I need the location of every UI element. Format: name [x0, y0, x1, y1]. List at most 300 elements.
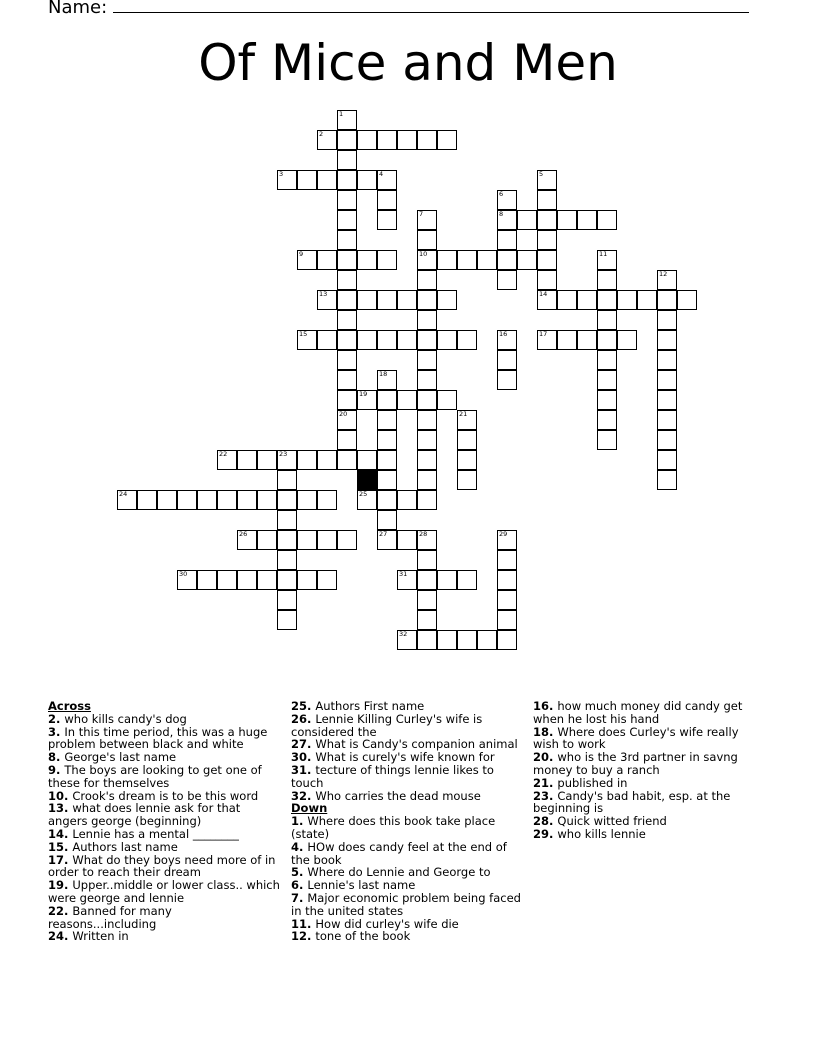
crossword-cell[interactable] [357, 330, 377, 350]
clue-number-label: 18 [379, 370, 388, 378]
crossword-cell[interactable] [617, 330, 637, 350]
crossword-cell[interactable] [457, 630, 477, 650]
crossword-cell[interactable] [657, 270, 677, 290]
crossword-cell[interactable] [377, 530, 397, 550]
crossword-cell[interactable] [417, 490, 437, 510]
crossword-cell[interactable] [277, 550, 297, 570]
crossword-cell[interactable] [417, 590, 437, 610]
crossword-cell[interactable] [157, 490, 177, 510]
crossword-cell[interactable] [297, 490, 317, 510]
crossword-cell[interactable] [417, 130, 437, 150]
crossword-cell[interactable] [437, 390, 457, 410]
clue-number: 25. [291, 699, 316, 713]
clue-number: 6. [291, 878, 308, 893]
clue-number-label: 1 [339, 110, 344, 118]
crossword-cell[interactable] [317, 530, 337, 550]
clue-item [291, 713, 523, 739]
crossword-cell[interactable] [657, 350, 677, 370]
clue-text: The boys are looking to get one of these for themselves [48, 762, 262, 790]
crossword-cell[interactable] [377, 290, 397, 310]
crossword-cell[interactable] [417, 370, 437, 390]
crossword-cell[interactable] [257, 570, 277, 590]
clue-number: 22. [48, 903, 73, 918]
crossword-cell[interactable] [237, 490, 257, 510]
clue-number-label: 23 [279, 450, 288, 458]
crossword-cell[interactable] [297, 330, 317, 350]
clue-text: Lennie's last name [307, 878, 416, 893]
crossword-cell[interactable] [597, 370, 617, 390]
clue-number: 18. [533, 724, 558, 739]
clue-item [291, 892, 523, 918]
crossword-cell[interactable] [337, 410, 357, 430]
crossword-cell[interactable] [557, 290, 577, 310]
crossword-cell[interactable] [537, 290, 557, 310]
clue-number-label: 27 [379, 530, 388, 538]
crossword-cell[interactable] [197, 570, 217, 590]
clue-number-label: 25 [359, 490, 368, 498]
crossword-cell[interactable] [417, 310, 437, 330]
crossword-cell[interactable] [217, 450, 237, 470]
crossword-cell[interactable] [477, 250, 497, 270]
crossword-cell[interactable] [297, 250, 317, 270]
crossword-cell[interactable] [617, 290, 637, 310]
crossword-cell[interactable] [337, 530, 357, 550]
crossword-cell[interactable] [397, 390, 417, 410]
crossword-cell[interactable] [437, 290, 457, 310]
crossword-cell[interactable] [457, 570, 477, 590]
crossword-cell[interactable] [457, 330, 477, 350]
crossword-cell[interactable] [357, 170, 377, 190]
clue-text: Where does this book take place (state) [291, 814, 496, 841]
crossword-cell[interactable] [117, 490, 137, 510]
clue-number: 10. [48, 788, 73, 803]
crossword-cell[interactable] [657, 330, 677, 350]
crossword-cell[interactable] [597, 210, 617, 230]
crossword-cell[interactable] [337, 110, 357, 130]
crossword-cell[interactable] [397, 330, 417, 350]
crossword-cell[interactable] [537, 270, 557, 290]
crossword-cell[interactable] [457, 470, 477, 490]
crossword-cell[interactable] [437, 130, 457, 150]
crossword-cell[interactable] [377, 170, 397, 190]
crossword-cell[interactable] [417, 350, 437, 370]
clue-text: What is Candy's companion animal [315, 737, 518, 752]
clue-number-label: 5 [539, 170, 544, 178]
crossword-cell[interactable] [337, 210, 357, 230]
clue-number: 32. [291, 788, 316, 803]
crossword-cell[interactable] [557, 210, 577, 230]
clue-item [291, 815, 523, 841]
clue-number: 1. [291, 814, 308, 829]
crossword-cell[interactable] [317, 130, 337, 150]
clue-text: George's last name [64, 750, 177, 765]
crossword-cell[interactable] [397, 570, 417, 590]
crossword-cell[interactable] [317, 250, 337, 270]
crossword-cell[interactable] [377, 130, 397, 150]
clue-number: 21. [533, 775, 558, 790]
clue-number: 29. [533, 826, 558, 841]
crossword-cell[interactable] [377, 490, 397, 510]
clue-text: What do they boys need more of in order to reach their dream [48, 852, 276, 880]
crossword-cell[interactable] [277, 450, 297, 470]
clue-text: tone of the book [315, 929, 411, 944]
crossword-cell[interactable] [317, 570, 337, 590]
crossword-cell[interactable] [417, 450, 437, 470]
clue-number: 8. [48, 750, 65, 765]
crossword-cell[interactable] [417, 530, 437, 550]
clue-number-label: 15 [299, 330, 308, 338]
crossword-cell[interactable] [337, 270, 357, 290]
clue-number-label: 13 [319, 290, 328, 298]
crossword-cell[interactable] [537, 230, 557, 250]
crossword-cell[interactable] [337, 350, 357, 370]
clue-number-label: 28 [419, 530, 428, 538]
clue-number: 27. [291, 737, 316, 752]
crossword-cell[interactable] [337, 130, 357, 150]
crossword-cell[interactable] [497, 530, 517, 550]
crossword-cell[interactable] [637, 290, 657, 310]
clue-number: 20. [533, 750, 558, 765]
crossword-cell[interactable] [497, 270, 517, 290]
clue-number-label: 22 [219, 450, 228, 458]
clue-number-label: 7 [419, 210, 424, 218]
crossword-cell[interactable] [317, 450, 337, 470]
clue-number-label: 6 [499, 190, 504, 198]
crossword-cell[interactable] [277, 510, 297, 530]
crossword-cell[interactable] [277, 170, 297, 190]
crossword-cell[interactable] [337, 370, 357, 390]
clue-text: Banned for many reasons...including [48, 903, 172, 931]
crossword-cell[interactable] [417, 250, 437, 270]
clue-number-label: 26 [239, 530, 248, 538]
crossword-cell[interactable] [537, 170, 557, 190]
clue-text: Lennie has a mental ________ [72, 826, 239, 841]
crossword-cell[interactable] [457, 430, 477, 450]
crossword-cell[interactable] [577, 210, 597, 230]
crossword-cell[interactable] [357, 390, 377, 410]
clue-number-label: 12 [659, 270, 668, 278]
crossword-cell[interactable] [417, 470, 437, 490]
clue-item [48, 764, 280, 790]
clue-text: Major economic problem being faced in the united states [291, 890, 521, 918]
crossword-cell[interactable] [277, 570, 297, 590]
clue-number: 24. [48, 929, 73, 944]
crossword-cell[interactable] [277, 530, 297, 550]
crossword-cell[interactable] [657, 310, 677, 330]
crossword-cell[interactable] [537, 330, 557, 350]
crossword-cell[interactable] [437, 330, 457, 350]
clue-number: 7. [291, 890, 308, 905]
crossword-cell[interactable] [377, 450, 397, 470]
crossword-cell[interactable] [537, 250, 557, 270]
crossword-cell[interactable] [517, 250, 537, 270]
clue-number-label: 9 [299, 250, 304, 258]
crossword-cell[interactable] [517, 210, 537, 230]
clues-column-3 [533, 700, 765, 841]
crossword-cell[interactable] [457, 450, 477, 470]
crossword-cell[interactable] [417, 610, 437, 630]
clue-text: What is curely's wife known for [315, 750, 495, 765]
crossword-cell[interactable] [437, 570, 457, 590]
crossword-cell[interactable] [397, 490, 417, 510]
crossword-cell[interactable] [657, 410, 677, 430]
clue-item [291, 841, 523, 867]
crossword-cell[interactable] [557, 330, 577, 350]
clue-number-label: 24 [119, 490, 128, 498]
crossword-cell[interactable] [337, 430, 357, 450]
clue-text: Written in [72, 929, 129, 944]
clue-number: 11. [291, 916, 316, 931]
clue-number-label: 8 [499, 210, 504, 218]
crossword-cell[interactable] [497, 570, 517, 590]
crossword-cell[interactable] [257, 490, 277, 510]
crossword-cell[interactable] [337, 230, 357, 250]
clue-text: Quick witted friend [557, 814, 667, 829]
clue-number-label: 20 [339, 410, 348, 418]
crossword-cell[interactable] [377, 190, 397, 210]
crossword-cell[interactable] [217, 570, 237, 590]
clue-item [48, 854, 280, 880]
clue-text: published in [557, 775, 628, 790]
crossword-cell[interactable] [277, 590, 297, 610]
clue-number-label: 14 [539, 290, 548, 298]
crossword-cell[interactable] [577, 330, 597, 350]
clue-number: 19. [48, 878, 73, 893]
crossword-cell[interactable] [597, 270, 617, 290]
crossword-cell[interactable] [497, 370, 517, 390]
crossword-cell[interactable] [277, 610, 297, 630]
clue-text: Candy's bad habit, esp. at the beginning is [533, 788, 731, 816]
crossword-cell[interactable] [457, 410, 477, 430]
crossword-cell[interactable] [597, 250, 617, 270]
clue-number: 9. [48, 762, 65, 777]
crossword-cell[interactable] [497, 230, 517, 250]
crossword-cell[interactable] [417, 570, 437, 590]
crossword-cell[interactable] [137, 490, 157, 510]
crossword-cell[interactable] [357, 130, 377, 150]
clue-number: 4. [291, 839, 308, 854]
crossword-cell[interactable] [537, 210, 557, 230]
crossword-cell[interactable] [357, 450, 377, 470]
crossword-cell[interactable] [597, 310, 617, 330]
crossword-cell[interactable] [497, 350, 517, 370]
crossword-cell[interactable] [657, 470, 677, 490]
crossword-cell[interactable] [377, 470, 397, 490]
crossword-cell[interactable] [317, 490, 337, 510]
crossword-cell[interactable] [497, 210, 517, 230]
clue-number: 31. [291, 762, 316, 777]
clue-number-label: 17 [539, 330, 548, 338]
clue-item [48, 930, 280, 943]
clue-number-label: 19 [359, 390, 368, 398]
clue-item [533, 751, 765, 777]
crossword-cell[interactable] [417, 330, 437, 350]
crossword-cell[interactable] [417, 410, 437, 430]
clue-number: 17. [48, 852, 73, 867]
clue-number: 14. [48, 826, 73, 841]
name-label: Name: [48, 0, 108, 18]
crossword-cell[interactable] [677, 290, 697, 310]
across-heading: Across [48, 699, 91, 713]
crossword-cell[interactable] [357, 490, 377, 510]
crossword-cell[interactable] [397, 130, 417, 150]
crossword-cell[interactable] [337, 170, 357, 190]
crossword-cell[interactable] [657, 430, 677, 450]
clue-number-label: 16 [499, 330, 508, 338]
crossword-cell[interactable] [337, 330, 357, 350]
clue-item [533, 726, 765, 752]
crossword-cell[interactable] [297, 450, 317, 470]
clue-number-label: 2 [319, 130, 324, 138]
crossword-cell[interactable] [657, 450, 677, 470]
crossword-cell[interactable] [257, 450, 277, 470]
clue-number-label: 11 [599, 250, 608, 258]
crossword-cell[interactable] [577, 290, 597, 310]
crossword-cell[interactable] [277, 490, 297, 510]
crossword-cell[interactable] [437, 630, 457, 650]
clue-number: 5. [291, 865, 308, 880]
clue-number: 28. [533, 814, 558, 829]
clue-number-label: 32 [399, 630, 408, 638]
crossword-cell[interactable] [497, 630, 517, 650]
crossword-cell[interactable] [597, 410, 617, 430]
crossword-cell[interactable] [397, 630, 417, 650]
crossword-cell[interactable] [377, 210, 397, 230]
crossword-cell[interactable] [657, 370, 677, 390]
crossword-cell[interactable] [377, 330, 397, 350]
clue-number-label: 10 [419, 250, 428, 258]
crossword-cell[interactable] [337, 310, 357, 330]
clue-text: what does lennie ask for that angers george (beginning) [48, 801, 241, 829]
crossword-cell[interactable] [317, 290, 337, 310]
clue-number: 23. [533, 788, 558, 803]
crossword-cell[interactable] [377, 370, 397, 390]
crossword-cell[interactable] [337, 290, 357, 310]
crossword-cell[interactable] [377, 410, 397, 430]
clue-item [533, 700, 765, 726]
clue-text: In this time period, this was a huge problem between black and white [48, 724, 268, 752]
crossword-cell[interactable] [457, 250, 477, 270]
crossword-cell[interactable] [417, 230, 437, 250]
clue-item [533, 790, 765, 816]
crossword-cell[interactable] [417, 270, 437, 290]
crossword-cell[interactable] [597, 330, 617, 350]
crossword-cell[interactable] [297, 570, 317, 590]
crossword-cell[interactable] [497, 250, 517, 270]
clue-text: who kills lennie [557, 826, 646, 841]
clue-item [48, 802, 280, 828]
crossword-cell[interactable] [177, 490, 197, 510]
crossword-cell[interactable] [317, 330, 337, 350]
crossword-cell[interactable] [377, 390, 397, 410]
crossword-cell[interactable] [297, 170, 317, 190]
crossword-cell[interactable] [597, 350, 617, 370]
crossword-cell[interactable] [417, 390, 437, 410]
crossword-cell[interactable] [337, 450, 357, 470]
crossword-cell[interactable] [297, 530, 317, 550]
crossword-cell[interactable] [337, 390, 357, 410]
crossword-cell[interactable] [497, 550, 517, 570]
crossword-cell[interactable] [397, 530, 417, 550]
crossword-cell[interactable] [657, 390, 677, 410]
crossword-cell[interactable] [437, 250, 457, 270]
crossword-cell[interactable] [197, 490, 217, 510]
crossword-cell[interactable] [417, 430, 437, 450]
crossword-cell[interactable] [417, 550, 437, 570]
page-title: Of Mice and Men [198, 34, 618, 92]
crossword-cell[interactable] [497, 190, 517, 210]
clue-text: Crook's dream is to be this word [72, 788, 259, 803]
crossword-cell[interactable] [377, 430, 397, 450]
clue-text: HOw does candy feel at the end of the book [291, 839, 507, 867]
crossword-cell[interactable] [217, 490, 237, 510]
crossword-cell[interactable] [397, 290, 417, 310]
clues-column-1 [48, 700, 280, 943]
crossword-cell[interactable] [317, 170, 337, 190]
clue-item [48, 905, 280, 931]
crossword-cell[interactable] [337, 250, 357, 270]
down-heading: Down [291, 801, 328, 816]
clue-text: how much money did candy get when he lost his hand [533, 699, 743, 726]
crossword-cell[interactable] [237, 450, 257, 470]
clue-number: 30. [291, 750, 316, 765]
crossword-cell[interactable] [237, 530, 257, 550]
clue-text: who is the 3rd partner in savng money to buy a ranch [533, 750, 738, 777]
crossword-cell[interactable] [417, 630, 437, 650]
clue-number: 2. [48, 711, 65, 726]
crossword-cell[interactable] [597, 430, 617, 450]
crossword-cell[interactable] [177, 570, 197, 590]
clue-number: 13. [48, 801, 73, 816]
crossword-cell[interactable] [497, 610, 517, 630]
crossword-cell[interactable] [537, 190, 557, 210]
clue-text: tecture of things lennie likes to touch [291, 762, 494, 790]
clue-number-label: 4 [379, 170, 384, 178]
clue-item [533, 828, 765, 841]
crossword-cell[interactable] [277, 470, 297, 490]
crossword-cell[interactable] [417, 210, 437, 230]
crossword-cell[interactable] [377, 250, 397, 270]
clue-number-label: 30 [179, 570, 188, 578]
clue-number-label: 31 [399, 570, 408, 578]
crossword-cell[interactable] [497, 330, 517, 350]
crossword-cell[interactable] [237, 570, 257, 590]
clue-text: Upper..middle or lower class.. which were george and lennie [48, 878, 280, 905]
clue-text: How did curley's wife die [315, 916, 459, 931]
crossword-cell[interactable] [497, 590, 517, 610]
crossword-cell[interactable] [477, 630, 497, 650]
clue-text: Lennie Killing Curley's wife is considered the [291, 711, 483, 739]
clue-item [291, 930, 523, 943]
crossword-cell[interactable] [257, 530, 277, 550]
crossword-cell[interactable] [337, 190, 357, 210]
crossword-cell[interactable] [657, 290, 677, 310]
crossword-cell[interactable] [377, 510, 397, 530]
crossword-cell[interactable] [337, 150, 357, 170]
clue-item [291, 764, 523, 790]
clue-number: 12. [291, 929, 316, 944]
clue-text: Who carries the dead mouse [315, 788, 481, 803]
clue-text: who kills candy's dog [64, 711, 187, 726]
clue-number-label: 3 [279, 170, 284, 178]
crossword-cell[interactable] [417, 290, 437, 310]
crossword-cell[interactable] [357, 290, 377, 310]
crossword-cell[interactable] [597, 290, 617, 310]
clue-item [48, 879, 280, 905]
crossword-cell[interactable] [597, 390, 617, 410]
clue-text: Authors last name [72, 839, 178, 854]
crossword-cell[interactable] [357, 250, 377, 270]
